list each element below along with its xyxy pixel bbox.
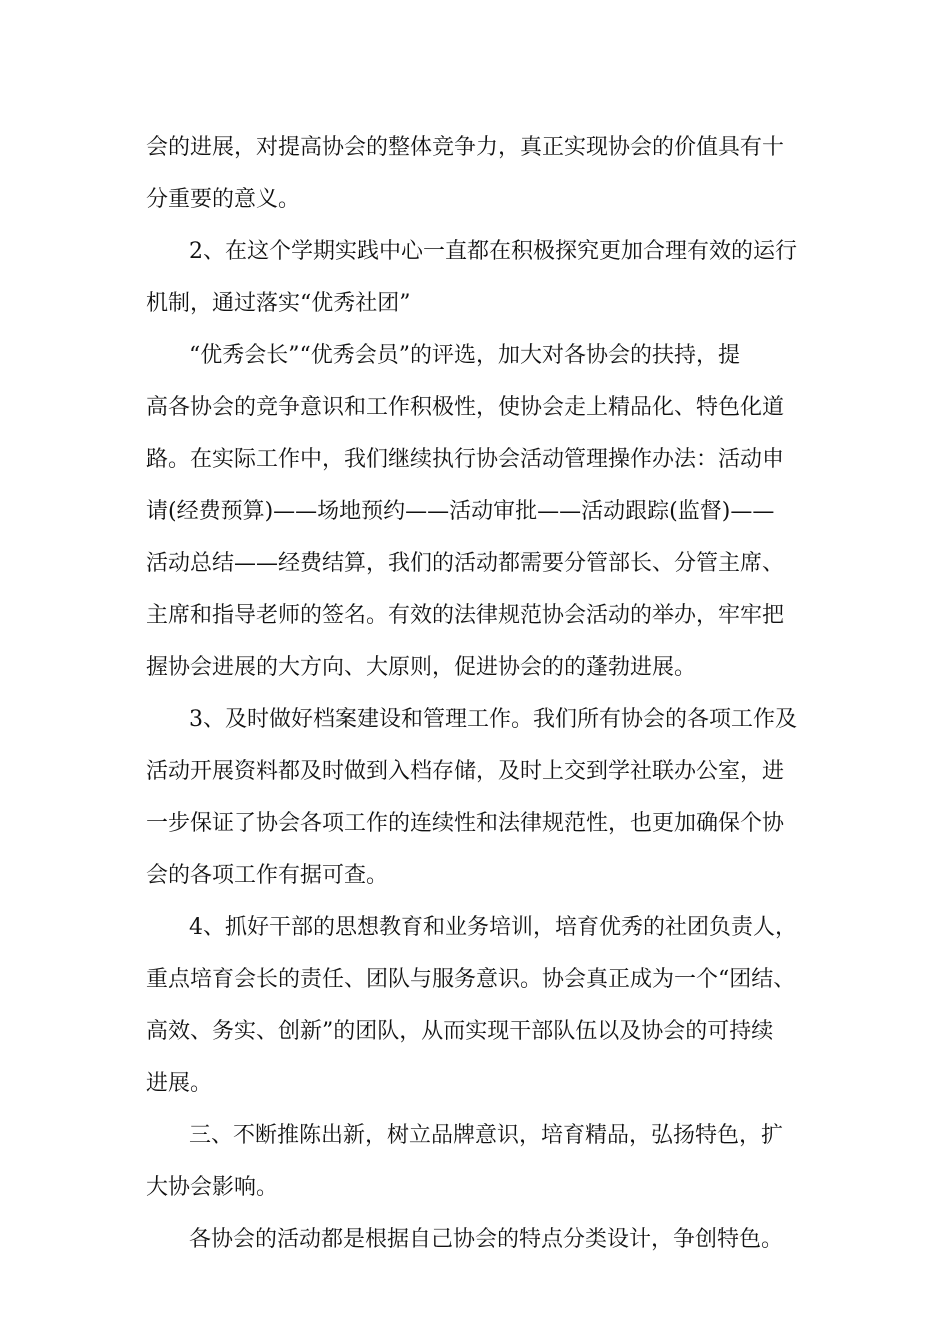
text-line: 机制，通过落实“优秀社团”: [146, 291, 411, 316]
text-line: 一步保证了协会各项工作的连续性和法律规范性，也更加确保个协: [146, 811, 785, 836]
text-line: 高各协会的竞争意识和工作积极性，使协会走上精品化、特色化道: [146, 395, 785, 420]
text-line: 活动总结——经费结算，我们的活动都需要分管部长、分管主席、: [146, 551, 785, 576]
text-line: 各协会的活动都是根据自己协会的特点分类设计，争创特色。: [189, 1227, 784, 1252]
text-line: 大协会影响。: [146, 1175, 279, 1200]
text-line: 活动开展资料都及时做到入档存储，及时上交到学社联办公室，进: [146, 759, 785, 784]
text-line: 重点培育会长的责任、团队与服务意识。协会真正成为一个“团结、: [146, 967, 796, 992]
text-line: 分重要的意义。: [146, 187, 301, 212]
text-line: 3、及时做好档案建设和管理工作。我们所有协会的各项工作及: [189, 707, 797, 732]
text-line: 进展。: [146, 1071, 213, 1096]
text-line: 2、在这个学期实践中心一直都在积极探究更加合理有效的运行: [189, 239, 797, 264]
text-line: 路。在实际工作中，我们继续执行协会活动管理操作办法：活动申: [146, 447, 785, 472]
text-line: 主席和指导老师的签名。有效的法律规范协会活动的举办，牢牢把: [146, 603, 785, 628]
text-line: 握协会进展的大方向、大原则，促进协会的的蓬勃进展。: [146, 655, 697, 680]
text-line: 高效、务实、创新”的团队，从而实现干部队伍以及协会的可持续: [146, 1019, 774, 1044]
text-line: 会的进展，对提高协会的整体竞争力，真正实现协会的价值具有十: [146, 135, 785, 160]
text-line: “优秀会长”“优秀会员”的评选，加大对各协会的扶持，提: [189, 343, 740, 368]
text-line: 会的各项工作有据可查。: [146, 863, 389, 888]
text-line: 三、不断推陈出新，树立品牌意识，培育精品，弘扬特色，扩: [189, 1123, 784, 1148]
text-line: 请(经费预算)——场地预约——活动审批——活动跟踪(监督)——: [146, 499, 775, 524]
text-line: 4、抓好干部的思想教育和业务培训，培育优秀的社团负责人，: [189, 915, 797, 940]
